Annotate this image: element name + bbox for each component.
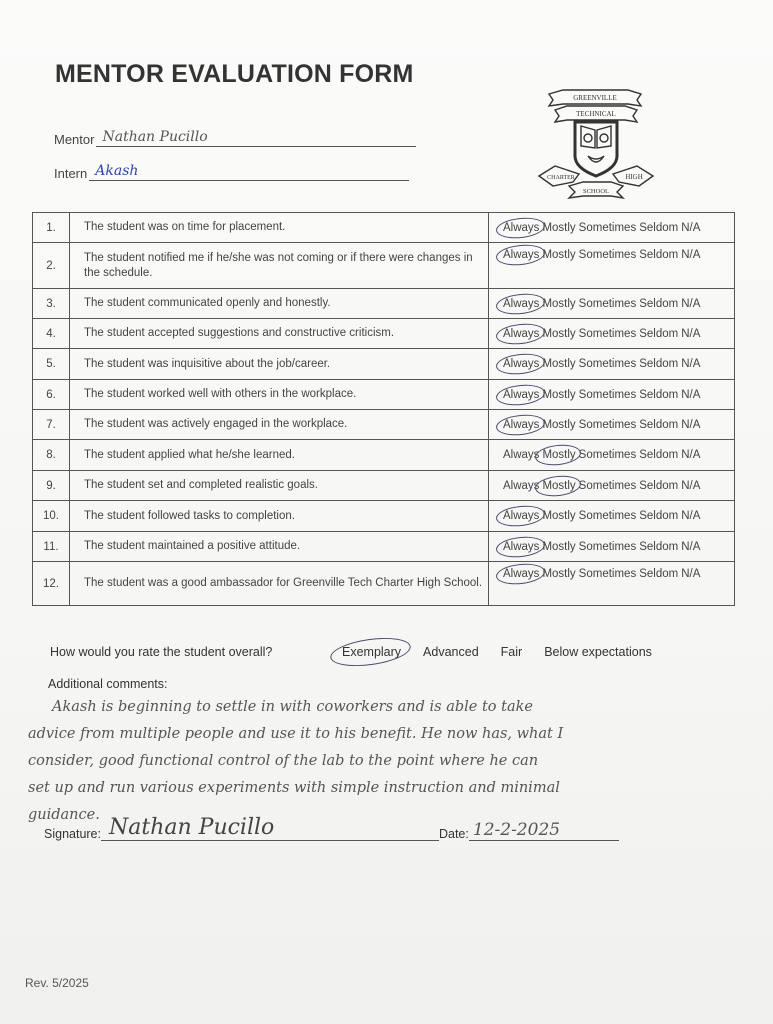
rating-option-seldom[interactable]: Seldom: [639, 327, 679, 340]
rating-option-mostly[interactable]: Mostly: [542, 568, 576, 580]
rating-option-always[interactable]: Always: [503, 479, 540, 492]
evaluation-table: [32, 212, 735, 606]
item-statement: The student communicated openly and honestly.: [70, 289, 489, 319]
rating-option-sometimes[interactable]: Sometimes: [578, 327, 637, 340]
rating-option-seldom[interactable]: Seldom: [639, 449, 679, 461]
item-statement: The student was actively engaged in the workplace.: [70, 410, 489, 440]
evaluation-row: [33, 471, 735, 501]
rating-option-seldom[interactable]: Seldom: [639, 221, 679, 234]
item-number: 9.: [33, 471, 70, 501]
svg-text:CHARTER: CHARTER: [547, 175, 575, 181]
rating-option-seldom[interactable]: Seldom: [639, 418, 679, 431]
signature-value: Nathan Pucillo: [108, 815, 275, 840]
rating-option-seldom[interactable]: Seldom: [639, 388, 679, 401]
rating-options: [489, 349, 735, 380]
item-number: 2.: [33, 243, 70, 289]
rating-option-na[interactable]: N/A: [681, 327, 701, 340]
rating-option-always[interactable]: Always: [503, 327, 540, 340]
evaluation-row: [33, 289, 735, 319]
item-number: 6.: [33, 380, 70, 410]
rating-option-sometimes[interactable]: Sometimes: [578, 297, 637, 310]
evaluation-row: [33, 213, 735, 243]
rating-option-na[interactable]: N/A: [681, 358, 701, 370]
rating-option-mostly[interactable]: Mostly: [542, 510, 576, 522]
item-number: 7.: [33, 410, 70, 440]
evaluation-row: [33, 410, 735, 440]
rating-option-always[interactable]: Always: [503, 297, 540, 310]
svg-text:SCHOOL: SCHOOL: [582, 188, 610, 195]
rating-options: [489, 440, 735, 471]
overall-rating: [50, 645, 674, 659]
item-statement: The student applied what he/she learned.: [70, 440, 489, 471]
rating-options: [489, 410, 735, 440]
comment-line: consider, good functional control of the lab to the point where he can: [28, 753, 539, 769]
rating-option-always[interactable]: Always: [503, 449, 540, 461]
rating-options: [489, 319, 735, 349]
evaluation-row: [33, 243, 735, 289]
item-number: 12.: [33, 562, 70, 606]
rating-option-always[interactable]: Always: [503, 249, 540, 261]
item-statement: The student set and completed realistic goals.: [70, 471, 489, 501]
rating-option-na[interactable]: N/A: [681, 568, 701, 580]
comment-line: Akash is beginning to settle in with coworkers and is able to take: [52, 699, 533, 715]
item-number: 1.: [33, 213, 70, 243]
item-statement: The student notified me if he/she was not coming or if there were changes in the schedule.: [70, 243, 489, 289]
rating-option-mostly[interactable]: Mostly: [542, 449, 576, 461]
date-value: 12-2-2025: [472, 820, 561, 840]
item-statement: The student worked well with others in the workplace.: [70, 380, 489, 410]
overall-choice-fair[interactable]: Fair: [500, 645, 523, 659]
rating-option-sometimes[interactable]: Sometimes: [578, 221, 637, 234]
evaluation-row: [33, 562, 735, 606]
item-number: 3.: [33, 289, 70, 319]
comments-label: Additional comments:: [48, 677, 168, 691]
date-label: Date:: [438, 827, 469, 841]
rating-option-na[interactable]: N/A: [681, 510, 701, 522]
evaluation-row: [33, 532, 735, 562]
rating-option-mostly[interactable]: Mostly: [542, 388, 576, 401]
item-statement: The student was inquisitive about the job/career.: [70, 349, 489, 380]
rating-option-seldom[interactable]: Seldom: [639, 568, 679, 580]
rating-options: [489, 380, 735, 410]
rating-option-always[interactable]: Always: [503, 418, 540, 431]
rating-options: [489, 289, 735, 319]
school-crest-logo: [533, 84, 658, 202]
revision-label: Rev. 5/2025: [25, 976, 89, 990]
rating-options: [489, 532, 735, 562]
svg-text:HIGH: HIGH: [625, 173, 643, 181]
rating-option-sometimes[interactable]: Sometimes: [578, 388, 637, 401]
rating-option-seldom[interactable]: Seldom: [639, 297, 679, 310]
overall-choice-below-expectations[interactable]: Below expectations: [544, 645, 652, 659]
form-title: MENTOR EVALUATION FORM: [55, 60, 414, 88]
rating-option-always[interactable]: Always: [503, 540, 540, 553]
rating-option-mostly[interactable]: Mostly: [542, 327, 576, 340]
svg-text:GREENVILLE: GREENVILLE: [573, 94, 617, 102]
rating-option-seldom[interactable]: Seldom: [639, 358, 679, 370]
comments-text[interactable]: [28, 694, 728, 829]
intern-label: Intern: [54, 166, 88, 181]
rating-option-mostly[interactable]: Mostly: [542, 358, 576, 370]
rating-options: [489, 501, 735, 532]
rating-option-sometimes[interactable]: Sometimes: [578, 540, 637, 553]
rating-option-mostly[interactable]: Mostly: [542, 221, 576, 234]
rating-option-always[interactable]: Always: [503, 510, 540, 522]
evaluation-row: [33, 349, 735, 380]
rating-options: [489, 213, 735, 243]
item-statement: The student followed tasks to completion.: [70, 501, 489, 532]
item-number: 8.: [33, 440, 70, 471]
rating-option-na[interactable]: N/A: [681, 540, 701, 553]
evaluation-row: [33, 440, 735, 471]
rating-option-sometimes[interactable]: Sometimes: [578, 249, 637, 261]
rating-option-na[interactable]: N/A: [681, 418, 701, 431]
rating-option-mostly[interactable]: Mostly: [542, 418, 576, 431]
svg-text:TECHNICAL: TECHNICAL: [576, 110, 616, 118]
rating-option-mostly[interactable]: Mostly: [542, 540, 576, 553]
rating-option-always[interactable]: Always: [503, 358, 540, 370]
rating-options: [489, 562, 735, 606]
rating-options: [489, 471, 735, 501]
rating-option-seldom[interactable]: Seldom: [639, 479, 679, 492]
item-statement: The student was on time for placement.: [70, 213, 489, 243]
comment-line: set up and run various experiments with simple instruction and minimal: [28, 780, 560, 796]
comment-line: guidance.: [28, 807, 100, 823]
date-line[interactable]: [469, 820, 619, 841]
item-number: 11.: [33, 532, 70, 562]
mentor-value: Nathan Pucillo: [102, 129, 208, 145]
evaluation-row: [33, 319, 735, 349]
rating-option-na[interactable]: N/A: [681, 449, 701, 461]
rating-option-na[interactable]: N/A: [681, 221, 701, 234]
overall-choice-advanced[interactable]: Advanced: [423, 645, 479, 659]
rating-option-always[interactable]: Always: [503, 388, 540, 401]
intern-field: [54, 164, 409, 181]
rating-option-na[interactable]: N/A: [681, 479, 701, 492]
item-statement: The student accepted suggestions and constructive criticism.: [70, 319, 489, 349]
overall-question: How would you rate the student overall?: [50, 645, 273, 659]
rating-option-seldom[interactable]: Seldom: [639, 510, 679, 522]
comment-line: advice from multiple people and use it to his benefit. He now has, what I: [28, 726, 564, 742]
item-number: 4.: [33, 319, 70, 349]
rating-option-seldom[interactable]: Seldom: [639, 540, 679, 553]
rating-option-sometimes[interactable]: Sometimes: [578, 568, 637, 580]
mentor-input-line[interactable]: [96, 130, 416, 147]
item-number: 5.: [33, 349, 70, 380]
rating-option-mostly[interactable]: Mostly: [542, 297, 576, 310]
rating-option-seldom[interactable]: Seldom: [639, 249, 679, 261]
item-statement: The student was a good ambassador for Greenville Tech Charter High School.: [70, 562, 489, 606]
mentor-label: Mentor: [54, 132, 95, 147]
signature-line[interactable]: [101, 815, 439, 841]
rating-option-sometimes[interactable]: Sometimes: [578, 418, 637, 431]
overall-choice-exemplary[interactable]: Exemplary: [342, 645, 402, 659]
rating-option-na[interactable]: N/A: [681, 388, 701, 401]
rating-option-always[interactable]: Always: [503, 221, 540, 234]
rating-option-mostly[interactable]: Mostly: [542, 479, 576, 492]
signature-label: Signature:: [44, 827, 101, 841]
rating-option-always[interactable]: Always: [503, 568, 540, 580]
rating-option-sometimes[interactable]: Sometimes: [578, 479, 637, 492]
mentor-field: [54, 130, 416, 147]
evaluation-row: [33, 380, 735, 410]
rating-option-sometimes[interactable]: Sometimes: [578, 449, 637, 461]
item-number: 10.: [33, 501, 70, 532]
rating-option-sometimes[interactable]: Sometimes: [578, 358, 637, 370]
rating-options: [489, 243, 735, 289]
item-statement: The student maintained a positive attitude.: [70, 532, 489, 562]
rating-option-sometimes[interactable]: Sometimes: [578, 510, 637, 522]
rating-option-na[interactable]: N/A: [681, 297, 701, 310]
rating-option-mostly[interactable]: Mostly: [542, 249, 576, 261]
intern-value: Akash: [95, 163, 139, 179]
rating-option-na[interactable]: N/A: [681, 249, 701, 261]
intern-input-line[interactable]: [89, 164, 409, 181]
evaluation-row: [33, 501, 735, 532]
signature-row: [44, 815, 619, 841]
